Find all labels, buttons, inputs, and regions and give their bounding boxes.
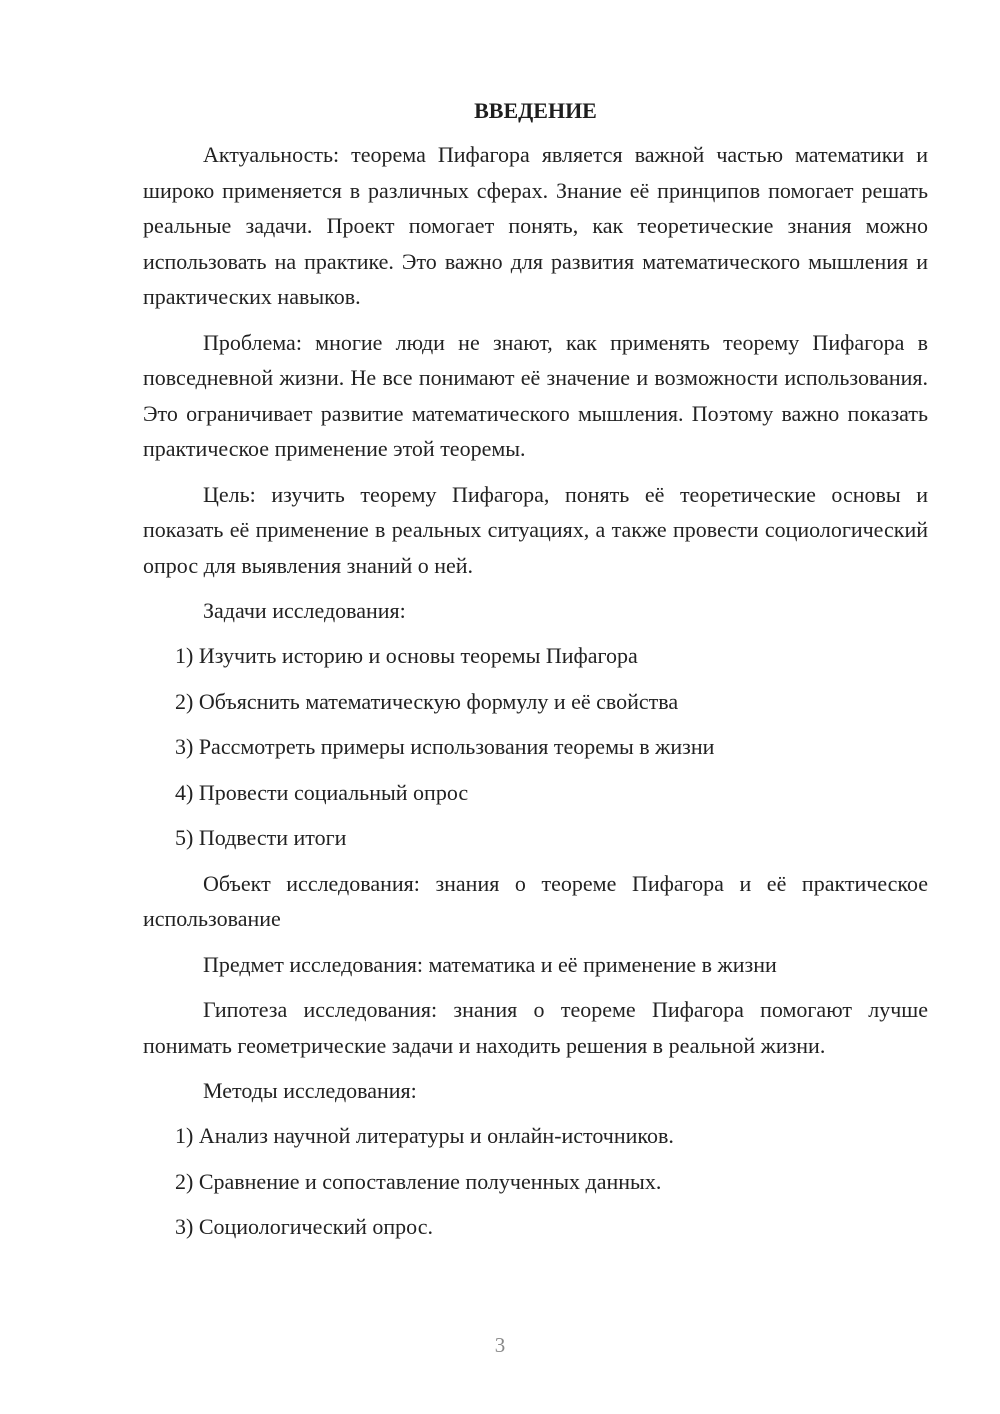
- methods-heading: Методы исследования:: [203, 1078, 417, 1103]
- list-item: 1) Анализ научной литературы и онлайн-источников.: [175, 1123, 674, 1148]
- object-paragraph: Объект исследования: знания о теореме Пифагора и её практическое использование: [143, 870, 928, 931]
- hypothesis-paragraph: Гипотеза исследования: знания о теореме Пифагора помогают лучше понимать геометрические задачи и находить решения в реальной жизни.: [143, 997, 928, 1058]
- list-item: 4) Провести социальный опрос: [175, 779, 469, 805]
- goal-paragraph: Цель: изучить теорему Пифагора, понять её теоретические основы и показать её применение в реальных ситуациях, а также провести социологический опрос для выявления знаний о ней.: [143, 481, 928, 578]
- methods-list: [143, 1118, 928, 1244]
- relevance-paragraph: Актуальность: теорема Пифагора является важной частью математики и широко применяется в различных сферах. Знание её принципов помогает решать реальные задачи. Проект помогает понять, как теоретические знания можно использовать на практике. Это важно для развития математического мышления и практических навыков.: [143, 142, 928, 309]
- list-item: 2) Объяснить математическую формулу и её свойства: [175, 688, 679, 714]
- page-number: 3: [494, 1333, 506, 1357]
- tasks-heading: Задачи исследования:: [203, 598, 406, 623]
- list-item: 1) Изучить историю и основы теоремы Пифагора: [175, 643, 638, 668]
- page-content: [143, 95, 928, 1255]
- list-item: 5) Подвести итоги: [175, 825, 347, 850]
- list-item: 2) Сравнение и сопоставление полученных данных.: [175, 1168, 662, 1194]
- problem-paragraph: Проблема: многие люди не знают, как применять теорему Пифагора в повседневной жизни. Не все понимают её значение и возможности использования. Это ограничивает развитие математического мышления. Поэтому важно показать практическое применение этой теоремы.: [143, 329, 928, 461]
- section-title: ВВЕДЕНИЕ: [474, 98, 597, 123]
- list-item: 3) Рассмотреть примеры использования теоремы в жизни: [175, 734, 715, 759]
- subject-paragraph: Предмет исследования: математика и её применение в жизни: [203, 951, 777, 977]
- list-item: 3) Социологический опрос.: [175, 1214, 433, 1239]
- tasks-list: [143, 638, 928, 855]
